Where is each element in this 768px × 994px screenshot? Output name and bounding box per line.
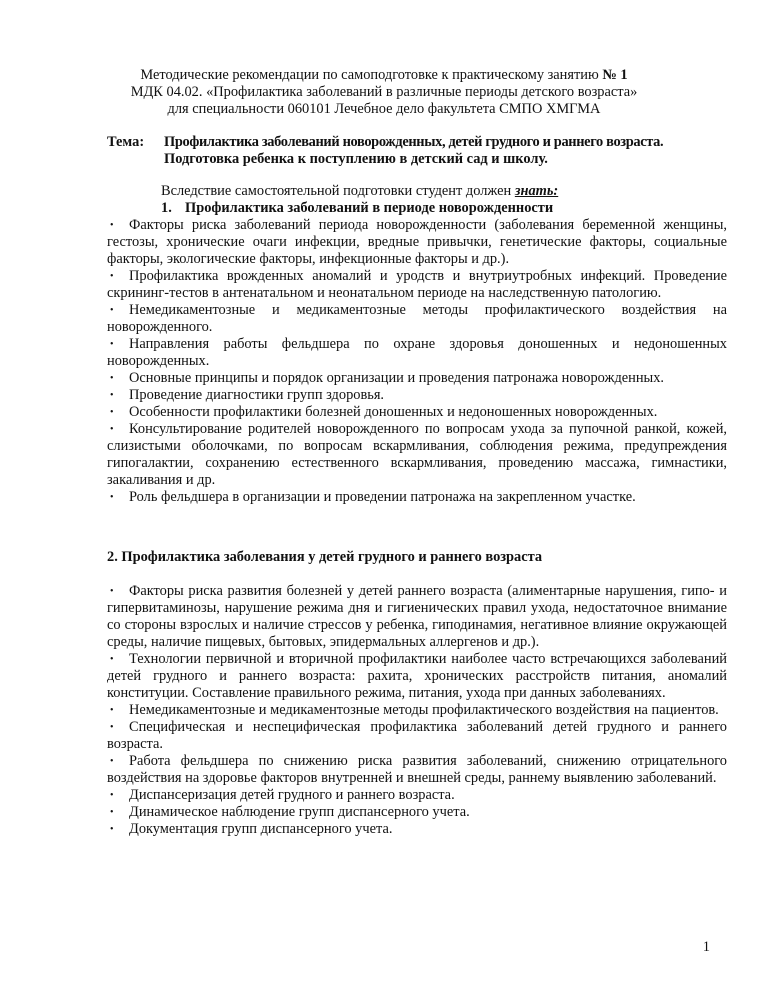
bullet-icon: • bbox=[110, 586, 114, 597]
list-item: • Особенности профилактики болезней доношенных и недоношенных новорожденных. bbox=[110, 404, 658, 420]
topic-label: Тема: bbox=[107, 134, 145, 150]
bullet-icon: • bbox=[110, 722, 114, 733]
list-item: • Консультирование родителей новорожденного по вопросам ухода за пупочной ранкой, кожей, слизистыми оболочками, по вопросам вскармливания, соблюдения режима, предупреждения гипогалактии, сохранению естественного вскармливания, проведению массажа, гимнастики, закаливания и др. bbox=[107, 421, 727, 488]
list-item: • Технологии первичной и вторичной профилактики наиболее часто встречающихся заболеваний детей грудного и раннего возраста: рахита, хронических расстройств питания, аномалий конституции. Составление правильного режима, питания, ухода при данных заболеваниях. bbox=[107, 651, 727, 701]
topic bbox=[107, 134, 664, 167]
list-item: • Факторы риска развития болезней у детей раннего возраста (алиментарные нарушения, гипо- и гипервитаминозы, нарушение режима дня и гигиенических правил ухода, недостаточное внимание со стороны взрослых и наличие стрессов у ребенка, гиподинамия, негативное влияние окружающей среды, наличие пищевых, бытовых, эпидермальных аллергенов и др.). bbox=[107, 583, 727, 650]
lesson-number: № 1 bbox=[602, 67, 628, 83]
bullet-icon: • bbox=[110, 705, 114, 716]
section-1-number: 1. bbox=[161, 200, 172, 216]
list-item: • Динамическое наблюдение групп диспансерного учета. bbox=[110, 804, 470, 820]
section-2-list bbox=[107, 583, 727, 838]
header-line-3: для специальности 060101 Лечебное дело факультета СМПО ХМГМА bbox=[167, 101, 601, 117]
list-item: • Работа фельдшера по снижению риска развития заболеваний, снижению отрицательного воздействия на здоровье факторов внутренней и внешней среды, раннему выявлению заболеваний. bbox=[107, 753, 727, 786]
bullet-icon: • bbox=[110, 220, 114, 231]
section-1-title: 1. Профилактика заболеваний в периоде новорожденности bbox=[161, 200, 554, 216]
list-item: • Диспансеризация детей грудного и раннего возраста. bbox=[110, 787, 455, 803]
list-item: • Документация групп диспансерного учета. bbox=[110, 821, 393, 837]
document-header bbox=[0, 67, 768, 118]
bullet-icon: • bbox=[110, 807, 114, 818]
section-2-title: 2. Профилактика заболевания у детей грудного и раннего возраста bbox=[107, 549, 543, 565]
intro-line: Вследствие самостоятельной подготовки студент должен знать: bbox=[161, 183, 559, 199]
list-item: • Факторы риска заболеваний периода новорожденности (заболевания беременной женщины, гестозы, хронические очаги инфекции, вредные привычки, генетические факторы, социальные факторы, экологические факторы, инфекционные факторы и др.). bbox=[107, 217, 727, 267]
list-item: • Направления работы фельдшера по охране здоровья доношенных и недоношенных новорожденных. bbox=[107, 336, 727, 369]
bullet-icon: • bbox=[110, 339, 114, 350]
list-item: • Основные принципы и порядок организации и проведения патронажа новорожденных. bbox=[110, 370, 665, 386]
list-item: • Немедикаментозные и медикаментозные методы профилактического воздействия на новорожденного. bbox=[107, 302, 727, 335]
topic-line-1: Профилактика заболеваний новорожденных, детей грудного и раннего возраста. bbox=[164, 134, 664, 150]
bullet-icon: • bbox=[110, 305, 114, 316]
list-item: • Профилактика врожденных аномалий и уродств и внутриутробных инфекций. Проведение скрининг-тестов в антенатальном и неонатальном периоде на наследственную патологию. bbox=[107, 268, 727, 301]
header-line-2: МДК 04.02. «Профилактика заболеваний в различные периоды детского возраста» bbox=[130, 84, 638, 100]
page-number: 1 bbox=[702, 939, 710, 955]
list-item: • Немедикаментозные и медикаментозные методы профилактического воздействия на пациентов. bbox=[110, 702, 719, 718]
list-item: • Проведение диагностики групп здоровья. bbox=[110, 387, 385, 403]
header-line-1: Методические рекомендации по самоподготовке к практическому занятию № 1 bbox=[140, 67, 628, 83]
section-1-list bbox=[107, 217, 727, 506]
topic-line-2: Подготовка ребенка к поступлению в детский сад и школу. bbox=[164, 151, 548, 167]
bullet-icon: • bbox=[110, 373, 114, 384]
bullet-icon: • bbox=[110, 424, 114, 435]
bullet-icon: • bbox=[110, 756, 114, 767]
bullet-icon: • bbox=[110, 390, 114, 401]
list-item: • Специфическая и неспецифическая профилактика заболеваний детей грудного и раннего возраста. bbox=[107, 719, 727, 752]
intro-emphasis: знать: bbox=[514, 183, 559, 199]
bullet-icon: • bbox=[110, 492, 114, 503]
bullet-icon: • bbox=[110, 824, 114, 835]
bullet-icon: • bbox=[110, 790, 114, 801]
bullet-icon: • bbox=[110, 654, 114, 665]
bullet-icon: • bbox=[110, 407, 114, 418]
bullet-icon: • bbox=[110, 271, 114, 282]
list-item: • Роль фельдшера в организации и проведении патронажа на закрепленном участке. bbox=[110, 489, 636, 505]
